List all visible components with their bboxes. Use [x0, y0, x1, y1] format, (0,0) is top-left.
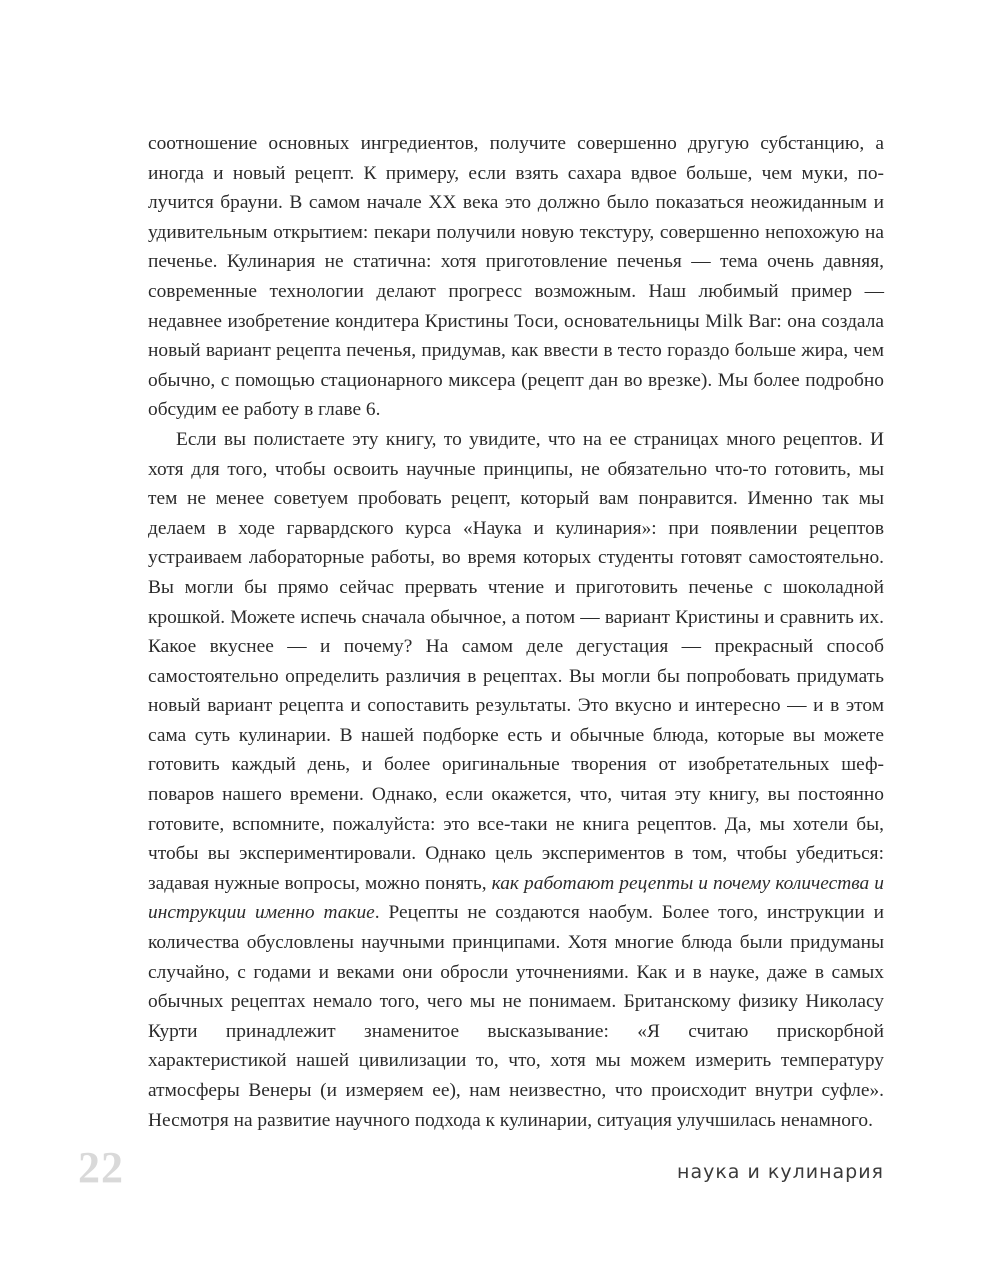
paragraph-text-after-emphasis: . Рецепты не создаются наобум. Более того, инструкции и количества обусловлены научными принципами. Хотя многие блюда были придуманы случайно, с годами и веками они обросли уточнениями. Как и в науке, даже в самых обычных рецептах немало того, чего мы не понимаем. Британскому физику Николасу Курти принадлежит знаменитое высказывание: «Я считаю прискорбной характеристикой нашей цивилизации то, что, хотя мы можем измерить температуру атмосферы Венеры (и измеряем ее), нам неизвестно, что происходит внутри суфле». Несмотря на развитие научного подхода к кулинарии, ситуация улучшилась ненамного.: [148, 902, 884, 1131]
paragraph-recipes: [148, 425, 884, 1135]
paragraph-text-before-emphasis: Если вы полистаете эту книгу, то увидите, что на ее страницах много рецептов. И хотя для того, чтобы освоить научные принципы, не обязательно что-то готовить, мы тем не менее советуем пробовать рецепт, который вам понравится. Именно так мы делаем в ходе гарвардского курса «Наука и кулинария»: при появлении рецептов устраиваем лабораторные работы, во время которых студенты готовят самостоятельно. Вы могли бы прямо сейчас прервать чтение и приготовить печенье с шоколадной крошкой. Можете испечь сначала обычное, а потом — вариант Кристины и сравнить их. Какое вкуснее — и почему? На самом деле дегустация — прекрасный способ самостоятельно определить различия в рецептах. Вы могли бы попробовать придумать новый вариант рецепта и сопоставить результаты. Это вкусно и интересно — и в этом сама суть кулинарии. В нашей подборке есть и обычные блюда, которые вы можете готовить каждый день, и более оригинальные творения от изобретательных шеф-поваров нашего времени. Однако, если окажется, что, читая эту книгу, вы постоянно готовите, вспомните, пожалуйста: это все-таки не книга рецептов. Да, мы хотели бы, чтобы вы экспериментировали. Однако цель экспериментов в том, чтобы убедиться: задавая нужные вопросы, можно понять,: [148, 428, 884, 894]
paragraph-emphasis: как работают рецепты и почему количества и инструкции именно такие: [148, 872, 884, 924]
paragraph-continuation: соотношение основных ингредиентов, получите совершенно другую субстанцию, а иногда и новый рецепт. К примеру, если взять сахара вдвое больше, чем муки, получится брауни. В самом начале XX века это должно было показаться неожиданным и удивительным открытием: пекари получили новую текстуру, совершенно непохожую на печенье. Кулинария не статична: хотя приготовление печенья — тема очень давняя, современные технологии делают прогресс возможным. Наш любимый пример — недавнее изобретение кондитера Кристины Тоси, основательницы Milk Bar: она создала новый вариант рецепта печенья, придумав, как ввести в тесто гораздо больше жира, чем обычно, с помощью стационарного миксера (рецепт дан во врезке). Мы более подробно обсудим ее работу в главе 6.: [148, 133, 884, 421]
page-number: 22: [78, 1143, 124, 1192]
running-title: наука и кулинария: [677, 1161, 884, 1183]
body-text: [148, 129, 884, 1135]
